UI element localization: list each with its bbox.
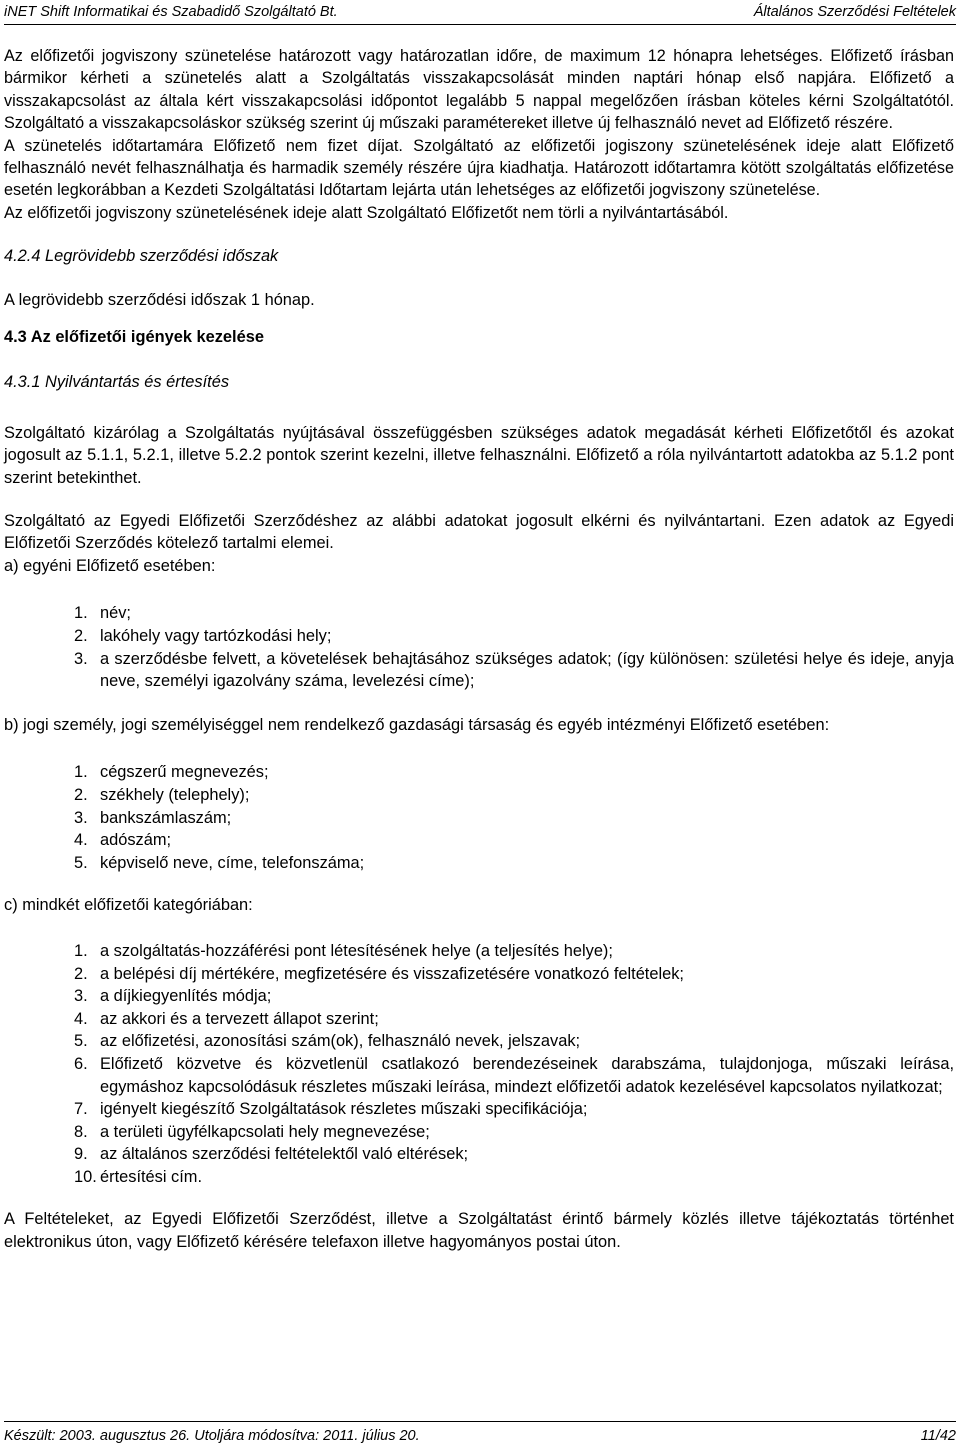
- group-c-label: c) mindkét előfizetői kategóriában:: [4, 896, 253, 915]
- footer-dates: Készült: 2003. augusztus 26. Utoljára módosítva: 2011. július 20.: [4, 1428, 420, 1444]
- list-item: 2. a belépési díj mértékére, megfizetésére és visszafizetésére vonatkozó feltételek;: [74, 964, 684, 983]
- list-item: 4. adószám;: [74, 831, 172, 850]
- list-item: 8. a területi ügyfélkapcsolati hely megnevezése;: [74, 1122, 430, 1141]
- closing-paragraph: A Feltételeket, az Egyedi Előfizetői Szerződést, illetve a Szolgáltatást érintő bármely közlés illetve tájékoztatás történhet elektronikus úton, vagy Előfizető kérésére telefaxon illetve hagyományos postai úton.: [4, 1210, 954, 1252]
- list-item: 6. Előfizető közvetve és közvetlenül csatlakozó berendezéseinek darabszáma, tulajdonjoga, műszaki leírása, egymáshoz kapcsolódásuk részletes műszaki leírása, mindezt előfizetői adatok kezelésével kapcsolatos nyilatkozat;: [74, 1054, 954, 1096]
- footer-page-number: 11/42: [920, 1428, 956, 1444]
- suspension-paragraph-2: A szünetelés időtartamára Előfizető nem fizet díjat. Szolgáltató az előfizetői jogiszony szünetelésének ideje alatt Előfizető felhasználó nevét felhasználhatja és harmadik személy részére újra kiadhatja. Határozott időtartamra kötött szolgáltatás előfizetése esetén legkorábban a Kezdeti Szolgáltatási Időtartam lejárta után lehetséges az előfizetői jogviszony szünetelése.: [4, 136, 954, 200]
- list-item: 3. bankszámlaszám;: [74, 808, 232, 827]
- group-a-list: [4, 602, 954, 692]
- list-item: 1. a szolgáltatás-hozzáférési pont létesítésének helye (a teljesítés helye);: [74, 941, 613, 960]
- page-footer: [4, 1421, 956, 1446]
- list-item: 2. székhely (telephely);: [74, 785, 250, 804]
- group-b-list: [4, 761, 954, 874]
- page-header: [4, 2, 956, 25]
- group-b-label: b) jogi személy, jogi személyiséggel nem rendelkező gazdasági társaság és egyéb intézményi Előfizető esetében:: [4, 715, 830, 734]
- section-431-paragraph-1: Szolgáltató kizárólag a Szolgáltatás nyújtásával összefüggésben szükséges adatok megadását kérheti Előfizetőtől és azokat jogosult az 5.1.1, 5.2.1, illetve 5.2.2 pontok szerint kezelni, illetve felhasználni. Előfizető a róla nyilvántartott adatokba az 5.1.2 pont szerint betekinthet.: [4, 423, 954, 488]
- list-item: 1. cégszerű megnevezés;: [74, 763, 269, 782]
- page-content: [4, 45, 954, 1254]
- list-item: 5. az előfizetési, azonosítási szám(ok), felhasználó nevek, jelszavak;: [74, 1032, 581, 1051]
- section-424-text: A legrövidebb szerződési időszak 1 hónap.: [4, 291, 315, 310]
- list-item: 7. igényelt kiegészítő Szolgáltatások részletes műszaki specifikációja;: [74, 1100, 588, 1119]
- section-431-heading: 4.3.1 Nyilvántartás és értesítés: [4, 372, 230, 391]
- header-company: iNET Shift Informatikai és Szabadidő Szolgáltató Bt.: [4, 4, 338, 20]
- section-431-paragraph-2: Szolgáltató az Egyedi Előfizetői Szerződéshez az alábbi adatokat jogosult elkérni és nyilvántartani. Ezen adatok az Egyedi Előfizetői Szerződés kötelező tartalmi elemei.: [4, 511, 954, 553]
- list-item: 9. az általános szerződési feltételektől való eltérések;: [74, 1145, 469, 1164]
- suspension-paragraph-3: Az előfizetői jogviszony szünetelésének ideje alatt Szolgáltató Előfizetőt nem törli a nyilvántartásából.: [4, 203, 729, 222]
- header-doc-title: Általános Szerződési Feltételek: [753, 4, 956, 20]
- section-43-heading: 4.3 Az előfizetői igények kezelése: [4, 327, 264, 346]
- section-424-heading: 4.2.4 Legrövidebb szerződési időszak: [4, 247, 279, 266]
- group-a-label: a) egyéni Előfizető esetében:: [4, 556, 216, 575]
- list-item: 3. a szerződésbe felvett, a követelések behajtásához szükséges adatok; (így különösen: születési helye és ideje, anyja neve, személyi igazolvány száma, levelezési címe);: [74, 649, 954, 691]
- list-item: 5. képviselő neve, címe, telefonszáma;: [74, 853, 365, 872]
- list-item: 2. lakóhely vagy tartózkodási hely;: [74, 627, 332, 645]
- suspension-paragraph-1: Az előfizetői jogviszony szünetelése határozott vagy határozatlan időre, de maximum 12 hónapra lehetséges. Előfizető írásban bármikor kérheti a szünetelés alatt a Szolgáltatás visszakapcsolását minden naptári hónap első napjára. Előfizető a visszakapcsolást az általa kért visszakapcsolási időpontot legalább 5 nappal megelőzően írásban köteles kérni Szolgáltatótól. Szolgáltató a visszakapcsoláskor szükség szerint új műszaki paramétereket illetve új felhasználó nevet ad Előfizető részére.: [4, 47, 954, 133]
- list-item: 3. a díjkiegyenlítés módja;: [74, 987, 272, 1006]
- list-item: 10. értesítési cím.: [74, 1167, 203, 1186]
- list-item: 4. az akkori és a tervezett állapot szerint;: [74, 1009, 379, 1028]
- list-item: 1. név;: [74, 604, 131, 623]
- group-c-list: [4, 940, 954, 1189]
